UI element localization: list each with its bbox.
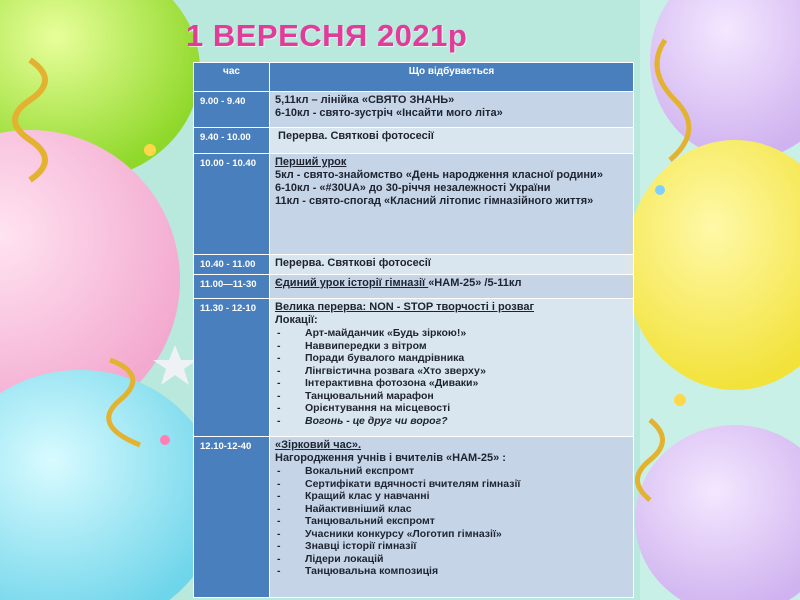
page-title: 1 ВЕРЕСНЯ 2021р xyxy=(186,18,468,53)
event-cell xyxy=(270,437,634,598)
event-cell xyxy=(270,299,634,437)
event-line: Перерва. Святкові фотосесії xyxy=(275,130,434,142)
table-row xyxy=(194,299,634,437)
list-item: - Арт-майданчик «Будь зіркою!» xyxy=(275,327,628,340)
list-item: - Сертифікати вдячності вчителям гімназії xyxy=(275,478,628,491)
event-cell xyxy=(270,128,634,154)
time-cell: 10.00 - 10.40 xyxy=(194,154,270,255)
table-row xyxy=(194,275,634,299)
event-line: «НАМ-25» /5-11кл xyxy=(428,277,522,289)
event-heading: Велика перерва: NON - STOP творчості і розваг xyxy=(275,301,535,313)
event-line: 5,11кл – лінійка «СВЯТО ЗНАНЬ» xyxy=(275,94,455,106)
awards-list xyxy=(275,465,628,578)
list-item: - Вогонь - це друг чи ворог? xyxy=(275,415,628,428)
time-cell: 9.00 - 9.40 xyxy=(194,92,270,128)
event-cell xyxy=(270,92,634,128)
list-item: - Лідери локацій xyxy=(275,553,628,566)
time-cell: 10.40 - 11.00 xyxy=(194,255,270,275)
list-item: - Вокальний експромт xyxy=(275,465,628,478)
event-cell xyxy=(270,154,634,255)
list-item: - Танцювальна композиція xyxy=(275,565,628,578)
table-row xyxy=(194,437,634,598)
event-subheading: Локації: xyxy=(275,314,318,326)
list-item: - Інтерактивна фотозона «Диваки» xyxy=(275,377,628,390)
list-item: - Знавці історії гімназії xyxy=(275,540,628,553)
time-cell: 11.30 - 12-10 xyxy=(194,299,270,437)
list-item: - Танцювальний експромт xyxy=(275,515,628,528)
list-item: - Орієнтування на місцевості xyxy=(275,402,628,415)
time-cell: 9.40 - 10.00 xyxy=(194,128,270,154)
list-item: - Танцювальний марафон xyxy=(275,390,628,403)
table-row xyxy=(194,92,634,128)
event-column-header: Що відбувається xyxy=(270,63,634,92)
list-item: - Поради бувалого мандрівника xyxy=(275,352,628,365)
time-cell: 12.10-12-40 xyxy=(194,437,270,598)
event-cell xyxy=(270,275,634,299)
event-line: 6-10кл - «#30UA» до 30-річчя незалежності України xyxy=(275,182,551,194)
time-cell: 11.00—11-30 xyxy=(194,275,270,299)
list-item: - Лінгвістична розвага «Хто зверху» xyxy=(275,365,628,378)
event-cell xyxy=(270,255,634,275)
table-row xyxy=(194,128,634,154)
event-line: 5кл - свято-знайомство «День народження класної родини» xyxy=(275,169,603,181)
list-item: - Наввипередки з вітром xyxy=(275,340,628,353)
schedule-table xyxy=(193,62,634,598)
event-subheading: Нагородження учнів і вчителів «НАМ-25» : xyxy=(275,452,506,464)
event-heading: Перший урок xyxy=(275,156,347,168)
event-line: Перерва. Святкові фотосесії xyxy=(275,257,431,269)
time-column-header: час xyxy=(194,63,270,92)
list-item: - Найактивніший клас xyxy=(275,503,628,516)
event-underlined-text: Єдиний урок історії гімназії xyxy=(275,277,429,289)
table-row xyxy=(194,154,634,255)
list-item: - Учасники конкурсу «Логотип гімназії» xyxy=(275,528,628,541)
event-heading: «Зірковий час». xyxy=(275,439,362,451)
event-line: 11кл - свято-спогад «Класний літопис гімназійного життя» xyxy=(275,195,594,207)
locations-list xyxy=(275,327,628,427)
table-header-row xyxy=(194,63,634,92)
event-line: 6-10кл - свято-зустріч «Інсайти мого літа» xyxy=(275,107,503,119)
list-item: - Кращий клас у навчанні xyxy=(275,490,628,503)
table-row xyxy=(194,255,634,275)
